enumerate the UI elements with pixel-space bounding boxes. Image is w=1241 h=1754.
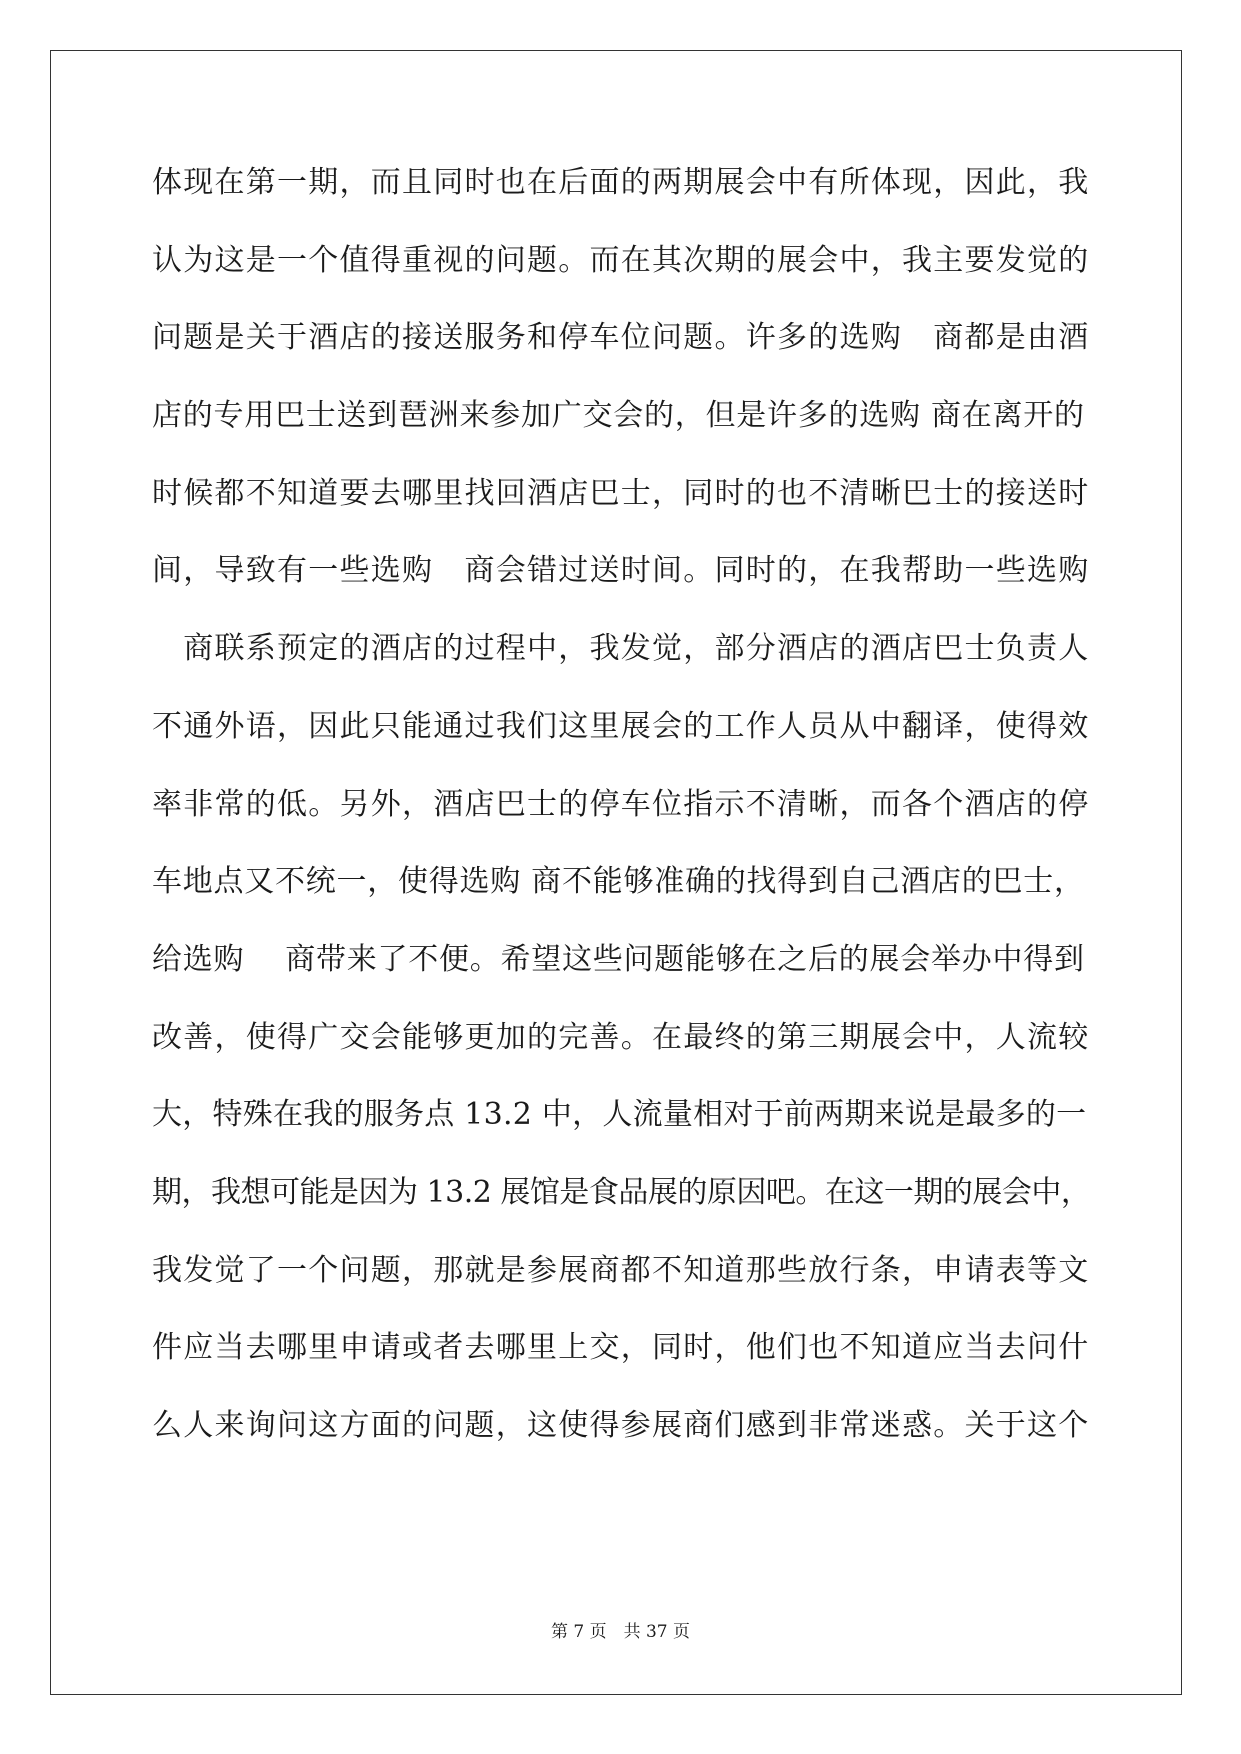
text-line: 时候都不知道要去哪里找回酒店巴士，同时的也不清晰巴士的接送时 (152, 475, 1090, 511)
text-line: 件应当去哪里申请或者去哪里上交，同时，他们也不知道应当去问什 (152, 1330, 1090, 1366)
page-number-footer: 第 7 页 共 37 页 (550, 1622, 691, 1642)
text-line: 认为这是一个值得重视的问题。而在其次期的展会中，我主要发觉的 (152, 242, 1090, 278)
text-line: 不通外语，因此只能通过我们这里展会的工作人员从中翻译，使得效 (152, 708, 1090, 744)
text-line: 改善，使得广交会能够更加的完善。在最终的第三期展会中，人流较 (152, 1019, 1090, 1055)
text-line: 车地点又不统一，使得选购 商不能够准确的找得到自己酒店的巴士， (152, 864, 1085, 900)
text-line: 大，特殊在我的服务点 13.2 中，人流量相对于前两期来说是最多的一 (152, 1097, 1087, 1133)
text-line: 率非常的低。另外，酒店巴士的停车位指示不清晰，而各个酒店的停 (152, 786, 1090, 822)
text-line: 商联系预定的酒店的过程中，我发觉，部分酒店的酒店巴士负责人 (152, 631, 1090, 667)
text-line: 体现在第一期，而且同时也在后面的两期展会中有所体现，因此，我 (152, 165, 1090, 200)
body-text (152, 165, 1092, 1489)
text-line: 间，导致有一些选购 商会错过送时间。同时的，在我帮助一些选购 (152, 553, 1090, 589)
text-line: 我发觉了一个问题，那就是参展商都不知道那些放行条，申请表等文 (152, 1252, 1090, 1288)
text-line: 给选购 商带来了不便。希望这些问题能够在之后的展会举办中得到 (152, 941, 1085, 977)
text-line: 期，我想可能是因为 13.2 展馆是食品展的原因吧。在这一期的展会中， (152, 1174, 1091, 1210)
text-line: 店的专用巴士送到琶洲来参加广交会的，但是许多的选购 商在离开的 (152, 398, 1085, 434)
text-line: 问题是关于酒店的接送服务和停车位问题。许多的选购 商都是由酒 (152, 320, 1090, 356)
text-line: 么人来询问这方面的问题，这使得参展商们感到非常迷惑。关于这个 (152, 1408, 1090, 1443)
